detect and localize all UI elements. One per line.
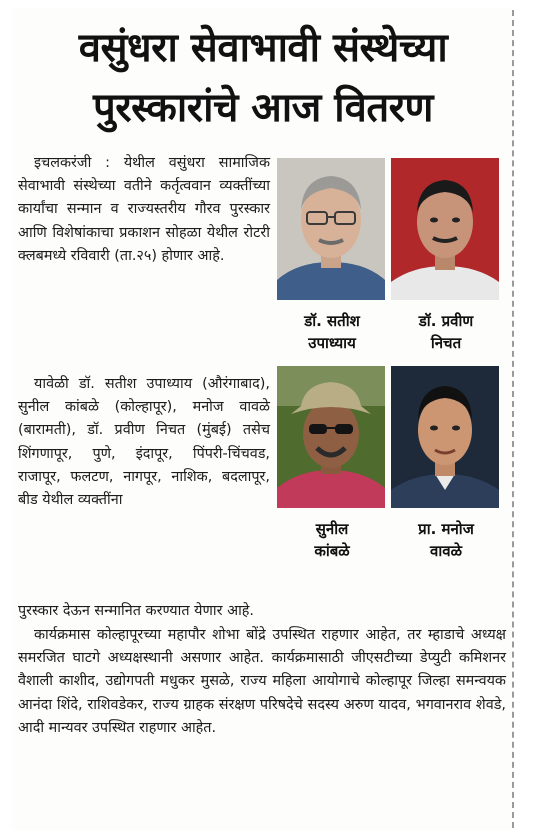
caption-line: वावळे — [430, 542, 462, 560]
headline — [18, 18, 508, 138]
article-paragraph-1: इचलकरंजी : येथील वसुंधरा सामाजिक सेवाभावी संस्थेच्या वतीने कर्तृत्ववान व्यक्तींच्या कार्यांचा सन्मान व राज्यस्तरीय गौरव पुरस्कार आणि विशेषांकाचा प्रकाशन सोहळा येथील रोटरी क्लबमध्ये रविवारी (ता.२५) होणार आहे. — [18, 155, 270, 264]
article-paragraph-2: यावेळी डॉ. सतीश उपाध्याय (औरंगाबाद), सुनील कांबळे (कोल्हापूर), मनोज वावळे (बारामती), डॉ. प्रवीण निचत (मुंबई) तसेच शिंगणापूर, पुणे, इंदापूर, पिंपरी-चिंचवड, राजापूर, फलटण, नागपूर, नाशिक, बदलापूर, बीड येथील व्यक्तींना — [18, 376, 270, 509]
caption-manoj-vavale — [391, 518, 501, 562]
caption-line: सुनील — [315, 520, 349, 538]
photo-manoj-vavale — [391, 366, 499, 508]
headline-line-1: वसुंधरा सेवाभावी संस्थेच्या — [78, 25, 448, 71]
caption-line: उपाध्याय — [308, 334, 356, 352]
photo-satish-upadhyay — [277, 158, 385, 300]
article-paragraph-2-continued: पुरस्कार देऊन सन्मानित करण्यात येणार आहे. — [18, 603, 255, 619]
caption-line: निचत — [430, 334, 462, 352]
caption-line: डॉ. प्रवीण — [418, 312, 474, 330]
portrait-man-grey-hair-glasses-icon — [277, 158, 385, 300]
portrait-man-moustache-red-background-icon — [391, 158, 499, 300]
portrait-man-hat-sunglasses-outdoor-icon — [277, 366, 385, 508]
caption-sunil-kamble — [277, 518, 387, 562]
caption-satish-upadhyay — [277, 310, 387, 354]
headline-line-2: पुरस्कारांचे आज वितरण — [93, 85, 433, 131]
caption-line: प्रा. मनोज — [418, 520, 474, 538]
caption-pravin-nichat — [391, 310, 501, 354]
caption-line: कांबळे — [314, 542, 350, 560]
caption-line: डॉ. सतीश — [304, 312, 360, 330]
article-paragraph-3: कार्यक्रमास कोल्हापूरच्या महापौर शोभा बोंद्रे उपस्थित राहणार आहेत, तर म्हाडाचे अध्यक्ष समरजित घाटगे अध्यक्षस्थानी असणार आहेत. कार्यक्रमासाठी जीएसटीच्या डेप्युटी कमिशनर वैशाली काशीद, उद्योगपती मधुकर मुसळे, राज्य महिला आयोगाचे कोल्हापूर जिल्हा समन्वयक आनंदा शिंदे, राशिवडेकर, राज्य ग्राहक संरक्षण परिषदेचे सदस्य अरुण यादव, भगवानराव शेवडे, आदी मान्यवर उपस्थित राहणार आहेत. — [18, 627, 506, 736]
column-rule — [512, 10, 514, 828]
photo-sunil-kamble — [277, 366, 385, 508]
portrait-man-dark-background-icon — [391, 366, 499, 508]
photo-pravin-nichat — [391, 158, 499, 300]
